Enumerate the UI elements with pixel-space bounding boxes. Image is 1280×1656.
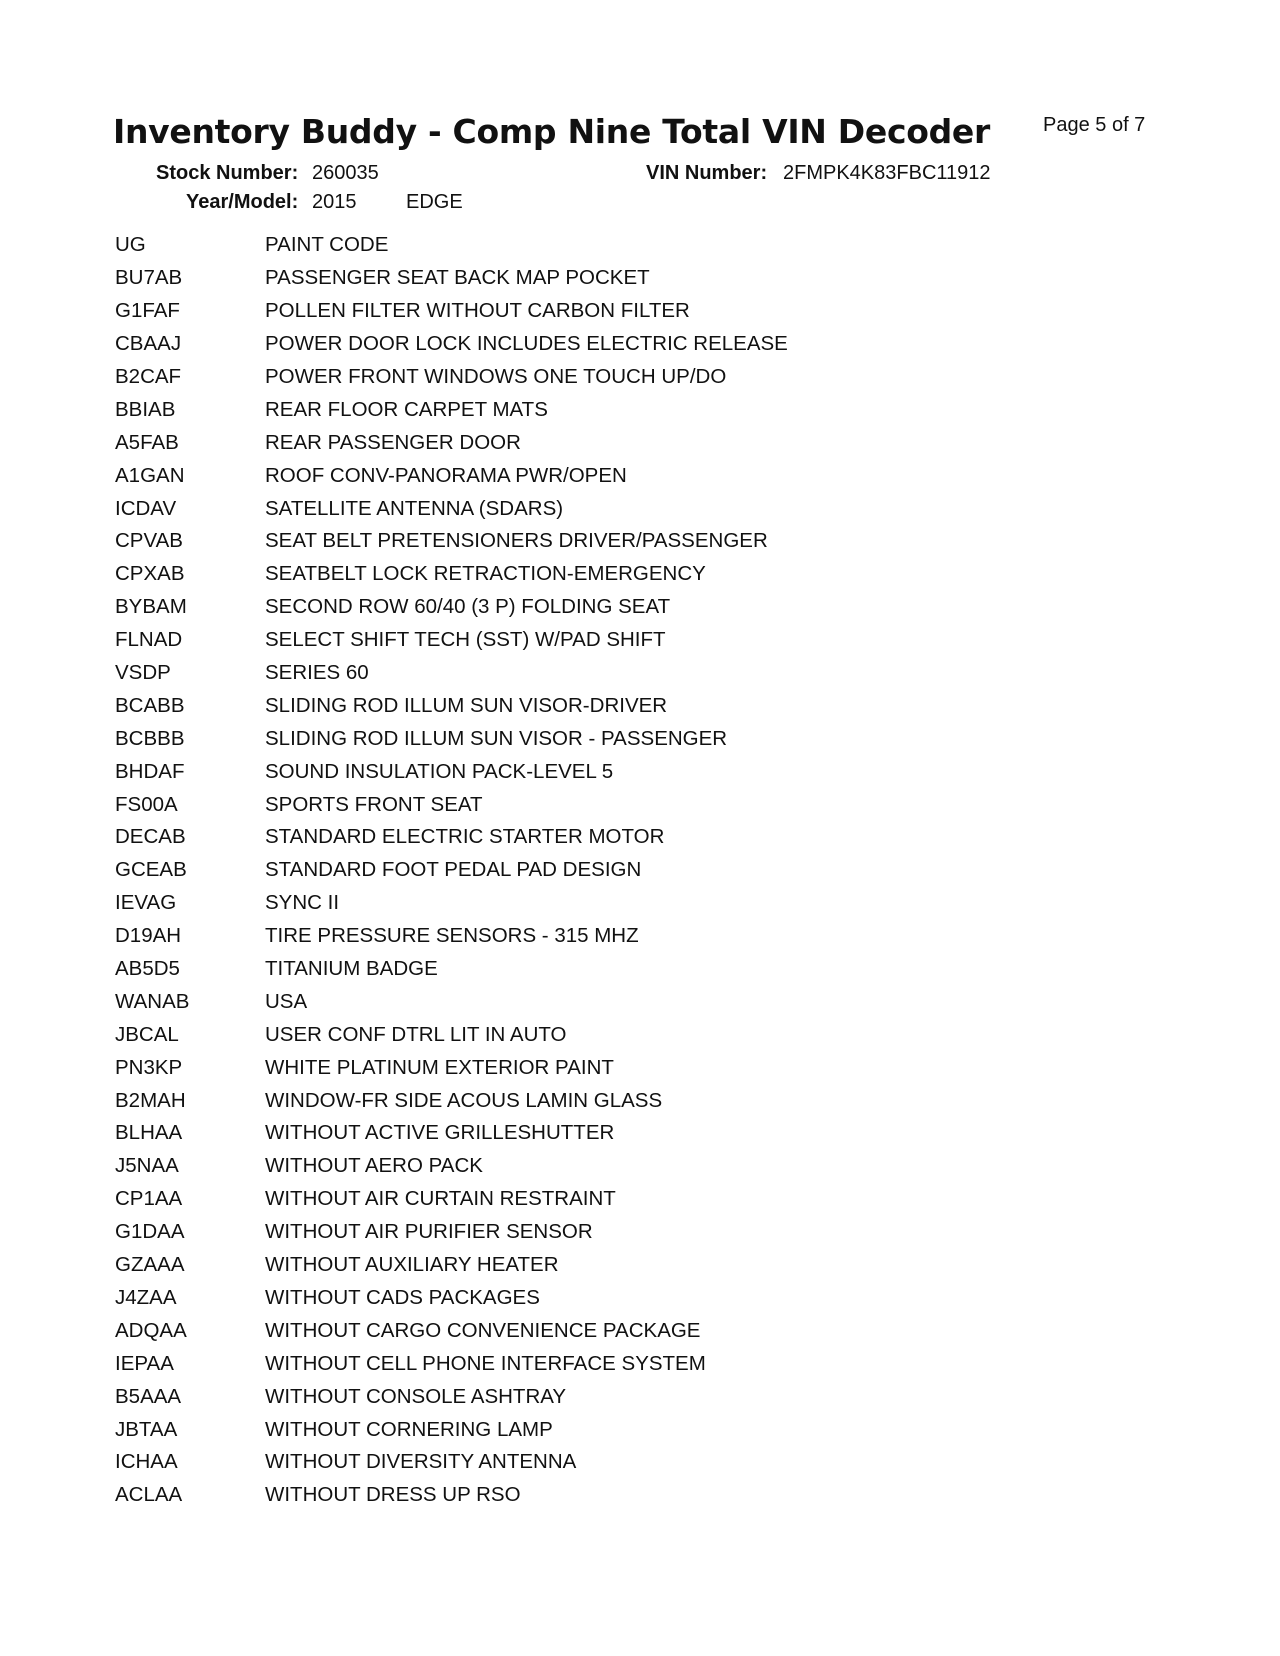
option-code-row <box>115 1413 1015 1446</box>
vin-number-value: 2FMPK4K83FBC11912 <box>783 162 991 184</box>
option-code: BLHAA <box>115 1121 183 1145</box>
option-description: PAINT CODE <box>265 233 389 257</box>
option-description: SELECT SHIFT TECH (SST) W/PAD SHIFT <box>265 628 666 652</box>
option-description: SYNC II <box>265 891 340 915</box>
option-code-row <box>115 426 1015 459</box>
option-code: ICDAV <box>115 496 177 520</box>
page-title: Inventory Buddy - Comp Nine Total VIN Decoder <box>113 112 990 151</box>
option-code-row <box>115 229 1015 262</box>
option-description: WITHOUT CONSOLE ASHTRAY <box>265 1384 567 1408</box>
option-code: B2CAF <box>115 365 182 388</box>
stock-number-label: Stock Number: <box>156 162 299 184</box>
option-code: CPXAB <box>115 562 185 586</box>
option-code: UG <box>115 233 146 257</box>
model-value: EDGE <box>406 191 463 213</box>
option-description: WITHOUT CARGO CONVENIENCE PACKAGE <box>265 1318 701 1342</box>
option-code-row <box>115 1446 1015 1479</box>
option-description: WITHOUT AIR CURTAIN RESTRAINT <box>265 1187 616 1211</box>
option-description: WITHOUT CADS PACKAGES <box>265 1285 540 1309</box>
option-description: WHITE PLATINUM EXTERIOR PAINT <box>265 1055 614 1079</box>
option-code-row <box>115 887 1015 920</box>
option-code: IEPAA <box>115 1351 174 1375</box>
option-description: SECOND ROW 60/40 (3 P) FOLDING SEAT <box>265 595 671 619</box>
option-code: DECAB <box>115 825 186 849</box>
option-code: J5NAA <box>115 1154 179 1178</box>
option-code-row <box>115 525 1015 558</box>
option-description: WITHOUT CELL PHONE INTERFACE SYSTEM <box>265 1351 706 1375</box>
option-code-row <box>115 262 1015 295</box>
option-code-row <box>115 1314 1015 1347</box>
option-code-row <box>115 1084 1015 1117</box>
option-code-row <box>115 788 1015 821</box>
option-description: WINDOW-FR SIDE ACOUS LAMIN GLASS <box>265 1088 663 1112</box>
option-code-row <box>115 591 1015 624</box>
option-code: CPVAB <box>115 529 183 553</box>
option-code-row <box>115 492 1015 525</box>
option-description: WITHOUT ACTIVE GRILLESHUTTER <box>265 1121 615 1145</box>
option-code-row <box>115 1479 1015 1512</box>
option-code-row <box>115 459 1015 492</box>
option-code-row <box>115 755 1015 788</box>
option-code: JBTAA <box>115 1417 178 1441</box>
year-model-label: Year/Model: <box>186 191 299 213</box>
option-code-row <box>115 722 1015 755</box>
option-description: SATELLITE ANTENNA (SDARS) <box>265 496 564 520</box>
option-code-row <box>115 689 1015 722</box>
option-description: SERIES 60 <box>265 661 369 685</box>
option-code: PN3KP <box>115 1055 183 1079</box>
vin-number-label: VIN Number: <box>646 162 768 184</box>
option-code: A5FAB <box>115 430 179 454</box>
option-code: GZAAA <box>115 1253 185 1277</box>
option-code: GCEAB <box>115 858 187 882</box>
option-code-row <box>115 1347 1015 1380</box>
option-code-row <box>115 1282 1015 1315</box>
option-code: FS00A <box>115 792 178 816</box>
option-code-row <box>115 328 1015 361</box>
option-description: REAR FLOOR CARPET MATS <box>265 397 548 421</box>
option-code: BHDAF <box>115 759 185 783</box>
option-description: PASSENGER SEAT BACK MAP POCKET <box>265 266 650 290</box>
option-code-row <box>115 1183 1015 1216</box>
option-code: BU7AB <box>115 266 183 290</box>
option-code: VSDP <box>115 661 171 685</box>
option-code-row <box>115 953 1015 986</box>
option-code-row <box>115 657 1015 690</box>
option-code-row <box>115 558 1015 591</box>
option-code-row <box>115 920 1015 953</box>
option-code: AB5D5 <box>115 957 180 981</box>
option-code-row <box>115 1117 1015 1150</box>
option-description: ROOF CONV-PANORAMA PWR/OPEN <box>265 463 627 487</box>
option-description: SEAT BELT PRETENSIONERS DRIVER/PASSENGER <box>265 529 768 553</box>
option-code: ACLAA <box>115 1483 183 1507</box>
option-description: SPORTS FRONT SEAT <box>265 792 483 816</box>
option-code: A1GAN <box>115 463 185 487</box>
option-description: WITHOUT DRESS UP RSO <box>265 1483 521 1507</box>
option-code-row <box>115 1018 1015 1051</box>
option-code: J4ZAA <box>115 1285 177 1309</box>
option-code: BCABB <box>115 693 185 717</box>
option-description: STANDARD FOOT PEDAL PAD DESIGN <box>265 858 642 882</box>
option-code-row <box>115 1380 1015 1413</box>
option-description: SLIDING ROD ILLUM SUN VISOR-DRIVER <box>265 693 668 717</box>
option-description: REAR PASSENGER DOOR <box>265 430 521 454</box>
option-code: ICHAA <box>115 1450 178 1474</box>
option-code-row <box>115 1051 1015 1084</box>
option-code: CBAAJ <box>115 332 182 356</box>
option-description: SEATBELT LOCK RETRACTION-EMERGENCY <box>265 562 706 586</box>
option-code-row <box>115 624 1015 657</box>
option-code: BYBAM <box>115 595 187 619</box>
option-description: USER CONF DTRL LIT IN AUTO <box>265 1022 567 1046</box>
option-code: ADQAA <box>115 1318 187 1342</box>
option-code: JBCAL <box>115 1022 179 1046</box>
option-description: STANDARD ELECTRIC STARTER MOTOR <box>265 825 665 849</box>
option-code-row <box>115 821 1015 854</box>
option-description: WITHOUT AUXILIARY HEATER <box>265 1253 559 1277</box>
option-code-row <box>115 854 1015 887</box>
option-description: WITHOUT AIR PURIFIER SENSOR <box>265 1220 593 1244</box>
option-code-row <box>115 1216 1015 1249</box>
option-code: FLNAD <box>115 628 183 652</box>
option-description: WITHOUT CORNERING LAMP <box>265 1417 553 1441</box>
option-code-row <box>115 1249 1015 1282</box>
option-description: SOUND INSULATION PACK-LEVEL 5 <box>265 759 614 783</box>
option-code-row <box>115 295 1015 328</box>
option-description: TIRE PRESSURE SENSORS - 315 MHZ <box>265 924 639 948</box>
stock-number-value: 260035 <box>312 162 379 184</box>
option-code-list <box>115 229 1015 1512</box>
option-description: WITHOUT AERO PACK <box>265 1154 483 1178</box>
option-code: CP1AA <box>115 1187 183 1211</box>
option-description: TITANIUM BADGE <box>265 957 438 981</box>
option-description: POWER DOOR LOCK INCLUDES ELECTRIC RELEASE <box>265 332 788 356</box>
option-code-row <box>115 361 1015 394</box>
option-description: POWER FRONT WINDOWS ONE TOUCH UP/DO <box>265 365 727 388</box>
option-description: USA <box>265 989 308 1013</box>
option-code: G1FAF <box>115 299 180 323</box>
page-number: Page 5 of 7 <box>1043 114 1146 136</box>
option-code-row <box>115 985 1015 1018</box>
option-code: WANAB <box>115 989 190 1013</box>
option-code: IEVAG <box>115 891 177 915</box>
option-code: B5AAA <box>115 1384 182 1408</box>
option-code-row <box>115 393 1015 426</box>
option-code-row <box>115 1150 1015 1183</box>
year-value: 2015 <box>312 191 357 213</box>
option-description: SLIDING ROD ILLUM SUN VISOR - PASSENGER <box>265 726 728 750</box>
option-code: BBIAB <box>115 397 176 421</box>
option-code: BCBBB <box>115 726 185 750</box>
option-code: G1DAA <box>115 1220 185 1244</box>
option-code: D19AH <box>115 924 182 948</box>
option-description: POLLEN FILTER WITHOUT CARBON FILTER <box>265 299 690 323</box>
option-description: WITHOUT DIVERSITY ANTENNA <box>265 1450 577 1474</box>
option-code: B2MAH <box>115 1088 186 1112</box>
